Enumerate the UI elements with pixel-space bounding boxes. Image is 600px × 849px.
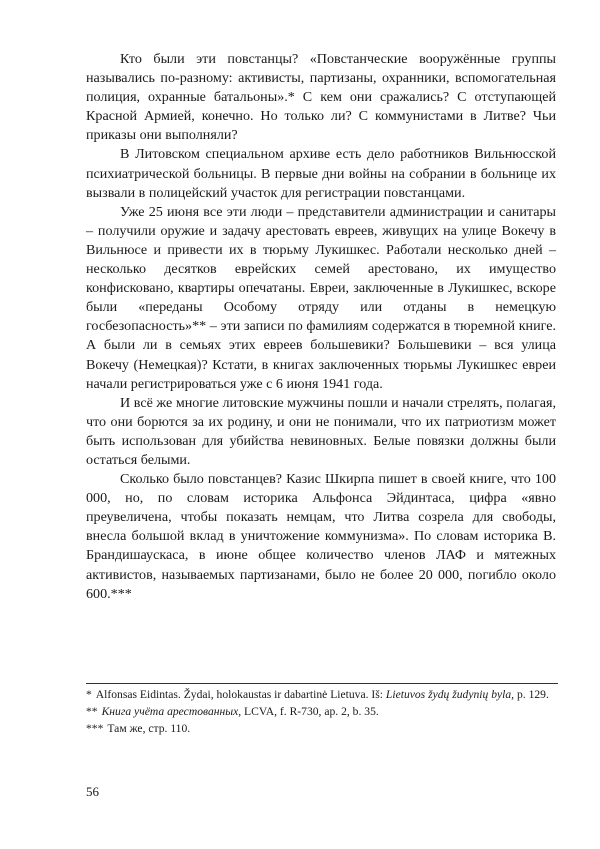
footnote-mark: * bbox=[86, 688, 92, 701]
page-number: 56 bbox=[86, 784, 99, 799]
footnote-2 bbox=[86, 703, 558, 720]
footnote-1 bbox=[86, 686, 558, 703]
footnote-text: p. 129. bbox=[514, 688, 549, 701]
footnote-mark: *** bbox=[86, 722, 104, 736]
footnote-mark: ** bbox=[86, 705, 98, 719]
paragraph: Сколько было повстанцев? Казис Шкирпа пишет в своей книге, что 100 000, но, по словам историка Альфонса Эйдинтаса, цифра «явно преувеличена, чтобы показать немцам, что Литва созрела для свободы, внесла большой вклад в уничтожение коммунизма». По словам историка В. Брандишаускаса, в июне общее количество членов ЛАФ и мятежных активистов, называемых партизанами, было не более 20 000, погибло около 600.*** bbox=[86, 471, 556, 602]
footnote-text: Там же, стр. 110. bbox=[107, 722, 191, 736]
body-text bbox=[86, 50, 556, 604]
footnotes bbox=[86, 683, 558, 738]
footnote-text: Alfonsas Eidintas. Žydai, holokaustas ir dabartinė Lietuva. Iš: bbox=[95, 688, 386, 701]
paragraph: Уже 25 июня все эти люди – представители администрации и санитары – получили оружие и задачу арестовать евреев, живущих на улице Вокечу в Вильнюсе и привести их в тюрьму Лукишкес. Работали несколько дней – несколько десятков еврейских семей арестовано, их имущество конфисковано, квартиры опечатаны. Евреи, заключенные в Лукишкес, вскоре были «переданы Особому отряду или отданы в немецкую госбезопасность»** – эти записи по фамилиям содержатся в тюремной книге. А были ли в семьях этих евреев большевики? Большевики – вся улица Вокечу (Немецкая)? Кстати, в книгах заключенных тюрьмы Лукишкес евреи начали регистрироваться уже с 6 июня 1941 года. bbox=[86, 203, 556, 392]
paragraph: И всё же многие литовские мужчины пошли и начали стрелять, полагая, что они борются за их родину, и они не понимали, что их патриотизм может быть использован для убийства невиновных. Белые повязки должны были остаться белыми. bbox=[86, 394, 556, 468]
paragraph: Кто были эти повстанцы? «Повстанческие вооружённые группы назывались по-разному: активисты, партизаны, охранники, вспомогательная полиция, охранные батальоны».* С кем они сражались? С отступающей Красной Армией, конечно. Но только ли? С коммунистами в Литве? Чьи приказы они выполняли? bbox=[86, 51, 556, 144]
paragraph: В Литовском специальном архиве есть дело работников Вильнюсской психиатрической больницы. В первые дни войны на собрании в больнице их вызвали в полицейский участок для регистрации повстанцами. bbox=[86, 146, 556, 201]
footnote-text: , LCVA, f. R-730, ap. 2, b. 35. bbox=[238, 705, 379, 719]
footnote-source-title: Книга учёта арестованных bbox=[101, 705, 239, 719]
footnote-source-title: Lietuvos žydų žudynių byla, bbox=[385, 688, 515, 701]
footnote-3 bbox=[86, 720, 558, 737]
